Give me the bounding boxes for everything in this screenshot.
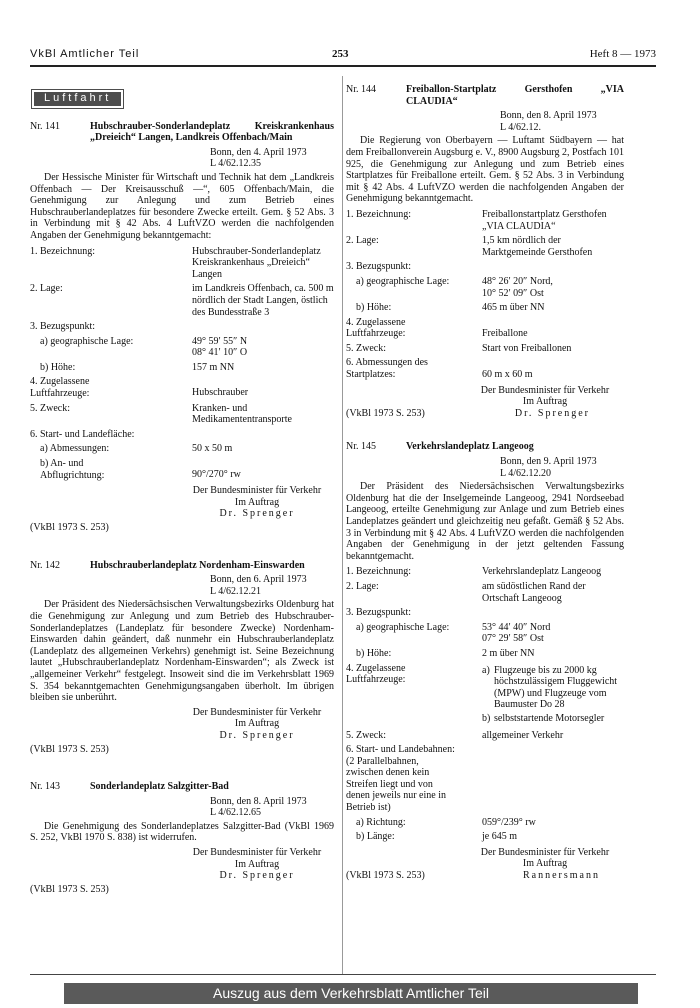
signature-authority: Der Bundesminister für Verkehr [480, 846, 610, 858]
item-value: Hubschrauber [192, 387, 249, 399]
vkbl-reference: (VkBl 1973 S. 253) [346, 870, 425, 882]
entry-ref: L 4/62.12.35 [210, 158, 262, 170]
item-label: 6. Start- und Landefläche: [30, 428, 135, 440]
journal-title: VkBl Amtlicher Teil [30, 48, 140, 60]
item-value: Freiballonstartplatz Gersthofen „VIA CLAUDIA“ [482, 208, 607, 232]
item-label: 3. Bezugspunkt: [30, 321, 95, 333]
item-value: 157 m NN [192, 361, 235, 373]
item-label: 5. Zweck: [346, 729, 386, 741]
signature-authority: Der Bundesminister für Verkehr [480, 384, 610, 396]
entry-145 [346, 441, 624, 881]
signature-name: Dr. Sprenger [219, 508, 295, 520]
signature-name: Dr. Sprenger [219, 729, 295, 741]
item-value: Kranken- und Medikamententransporte [192, 402, 292, 426]
entry-date: Bonn, den 9. April 1973 [500, 456, 597, 468]
header-rule [30, 65, 656, 67]
item-value: 60 m x 60 m [482, 369, 533, 381]
entry-body: Die Genehmigung des Sonderlandeplatzes Salzgitter-Bad (VkBl 1969 S. 252, VkBl 1970 S. 838) ist widerrufen. [30, 820, 334, 844]
item-value: im Landkreis Offenbach, ca. 500 m nördlich der Stadt Langen, östlich des Bundesstraße 3 [192, 283, 334, 318]
item-value [192, 429, 334, 441]
entry-items [30, 246, 334, 482]
item-label: a) geographische Lage: [40, 335, 134, 347]
signature-order: Im Auftrag [522, 858, 568, 870]
signature-name: Rannersmann [523, 870, 600, 882]
list-marker: b) [482, 712, 491, 724]
item-value: Start von Freiballonen [482, 342, 572, 354]
entry-title: Freiballon-Startplatz Gersthofen „VIA CLAUDIA“ [406, 84, 624, 107]
entry-number: Nr. 144 [346, 84, 376, 95]
item-label: 2. Lage: [30, 283, 63, 295]
item-value: je 645 m [482, 831, 517, 843]
right-column [346, 84, 624, 882]
item-label: 5. Zweck: [30, 402, 70, 414]
item-value: Verkehrslandeplatz Langeoog [482, 566, 602, 578]
vkbl-reference: (VkBl 1973 S. 253) [30, 883, 109, 895]
entry-ref: L 4/62.12. [500, 121, 542, 133]
signature-authority: Der Bundesminister für Verkehr [192, 485, 322, 497]
entry-ref: L 4/62.12.65 [210, 807, 262, 819]
entry-body: Die Regierung von Oberbayern — Luftamt Südbayern — hat dem Freiballonverein Augsburg e. V., 8900 Augsburg 2, Postfach 101 925, die Genehmigung zur Anlegung und zum Betrieb eines Startplatzes für Freiballone erteilt. Gem. § 52 Abs. 3 in Verbindung mit § 42 Abs. 4 LuftVZO werden die nachfolgenden Angaben der Genehmigung bekanntgemacht. [346, 135, 624, 205]
section-banner: Luftfahrt [32, 90, 123, 108]
entry-title: Hubschrauberlandeplatz Nordenham-Einswarden [90, 559, 305, 571]
entry-body: Der Präsident des Niedersächsischen Verwaltungsbezirks Oldenburg hat die der Inselgemeinde Langeoog, 2941 Nordseebad Langeoog, erteilte Genehmigung zur Anlage und zum Betrieb eines Landeplatzes geändert und gleichzeitig neu gefaßt. Gemäß § 52 Abs. 3 in Verbindung mit § 42 Abs. 4 LuftVZO werden die nachfolgenden Angaben der Genehmigung in der jetzt geltenden Fassung bekanntgemacht. [346, 481, 624, 562]
vkbl-reference: (VkBl 1973 S. 253) [30, 522, 109, 533]
entry-141 [30, 121, 334, 534]
item-value: allgemeiner Verkehr [482, 729, 564, 741]
entry-number: Nr. 145 [346, 441, 376, 453]
item-value: 48° 26′ 20″ Nord, 10° 52′ 09″ Ost [482, 275, 553, 299]
signature-order: Im Auftrag [234, 496, 280, 508]
item-value: Freiballone [482, 327, 528, 339]
item-label: b) Länge: [356, 831, 395, 843]
entry-143 [30, 781, 334, 895]
item-value: 465 m über NN [482, 302, 545, 314]
vkbl-reference: (VkBl 1973 S. 253) [30, 743, 109, 755]
item-label: 2. Lage: [346, 235, 379, 247]
entry-body: Der Präsident des Niedersächsischen Verwaltungsbezirks Oldenburg hat die Genehmigung zur Anlegung und zum Betrieb des Hubschrauber-Sonderlandeplatzes (Landeplatz für besondere Zwecke) Nordenham-Einswarden dahin geändert, daß nunmehr ein Hubschrauberlandeplatz (Landeplatz des allgemeinen Verkehrs) genehmigt ist. Seine Bezeichnung lautet „Hubschrauberlandeplatz Nordenham-Einswarden“; als Zweck ist „allgemeiner Verkehr“ festgelegt. Insoweit sind die im Verkehrsblatt 1969 S. 354 bekanntgemachten Genehmigungsangaben überholt. Im übrigen bleiben sie unberührt. [30, 599, 334, 704]
item-value: 53° 44′ 40″ Nord 07° 29′ 58″ Ost [482, 621, 551, 645]
aircraft-type: selbststartende Motorsegler [494, 712, 605, 724]
item-value: am südöstlichen Rand der Ortschaft Langeoog [482, 580, 586, 604]
item-value [482, 607, 624, 619]
item-value: 1,5 km nördlich der Marktgemeinde Gersthofen [482, 235, 593, 258]
item-label: a) geographische Lage: [356, 621, 450, 633]
item-label: a) geographische Lage: [356, 275, 450, 287]
entry-body: Der Hessische Minister für Wirtschaft und Technik hat dem „Landkreis Offenbach — Der Kreisausschuß —“, 605 Offenbach/Main, die Genehmigung zur Anlegung und zum Betrieb eines Hubschrauberlandeplatzes für besondere Zwecke erteilt. Gem. § 52 Abs. 3 in Verbindung mit § 42 Abs. 4 LuftVZO werden die nachfolgenden Angaben der Genehmigung bekanntgemacht: [30, 171, 334, 241]
item-value [456, 744, 624, 814]
item-value: 059°/239° rw [482, 816, 536, 828]
item-label: a) Abmessungen: [40, 443, 110, 455]
item-value [192, 321, 334, 333]
signature-authority: Der Bundesminister für Verkehr [192, 847, 322, 859]
item-label: 3. Bezugspunkt: [346, 261, 411, 273]
item-label: 5. Zweck: [346, 342, 386, 354]
signature-authority: Der Bundesminister für Verkehr [192, 706, 322, 718]
item-label: b) An- und Abflugrichtung: [40, 458, 105, 481]
list-marker: a) [482, 664, 490, 676]
item-label: 3. Bezugspunkt: [346, 607, 411, 619]
item-label: 2. Lage: [346, 580, 379, 592]
entry-date: Bonn, den 8. April 1973 [210, 795, 307, 807]
item-value: 49° 59′ 55″ N 08° 41′ 10″ O [192, 335, 248, 359]
item-label: 6. Abmessungen des Startplatzes: [346, 357, 428, 381]
item-value: 50 x 50 m [192, 443, 233, 455]
page-number: 253 [332, 48, 349, 60]
item-label: b) Höhe: [356, 302, 392, 314]
item-value: Hubschrauber-Sonderlandeplatz Kreiskrankenhaus „Dreieich“ Langen [192, 245, 321, 280]
item-label: 4. Zugelassene Luftfahrzeuge: [346, 316, 406, 340]
signature-name: Dr. Sprenger [514, 407, 590, 419]
signature-order: Im Auftrag [234, 718, 280, 730]
item-label: 1. Bezeichnung: [30, 245, 95, 257]
entry-number: Nr. 142 [30, 559, 60, 571]
item-label: 4. Zugelassene Luftfahrzeuge: [30, 376, 90, 400]
signature-order: Im Auftrag [522, 396, 568, 408]
entry-142 [30, 560, 334, 756]
left-column [30, 84, 334, 895]
entry-date: Bonn, den 8. April 1973 [500, 110, 597, 122]
entry-ref: L 4/62.12.21 [210, 585, 262, 597]
column-divider [342, 76, 343, 974]
signature-name: Dr. Sprenger [219, 870, 295, 882]
item-label: 1. Bezeichnung: [346, 208, 411, 220]
entry-ref: L 4/62.12.20 [500, 467, 552, 479]
item-label: b) Höhe: [40, 361, 76, 373]
entry-144 [346, 84, 624, 441]
entry-number: Nr. 143 [30, 781, 60, 793]
item-label: 6. Start- und Landebahnen: (2 Parallelbahnen, zwischen denen kein Streifen liegt und von denen jeweils nur eine in Betrieb ist) [346, 744, 455, 814]
entry-date: Bonn, den 4. April 1973 [210, 146, 307, 158]
entry-title: Hubschrauber-Sonderlandeplatz Kreiskrankenhaus „Dreieich“ Langen, Landkreis Offenbach/Main [90, 120, 334, 144]
entry-date: Bonn, den 6. April 1973 [210, 574, 307, 586]
aircraft-type: Flugzeuge bis zu 2000 kg höchstzulässigem Fluggewicht (MPW) und Flugzeuge vom Baumuster Do 28 [494, 664, 618, 711]
footer-rule [30, 974, 656, 975]
item-label: 4. Zugelassene Luftfahrzeuge: [346, 662, 406, 686]
footer-banner: Auszug aus dem Verkehrsblatt Amtlicher Teil [64, 983, 638, 1004]
item-value: 90°/270° rw [192, 469, 241, 481]
entry-items [346, 566, 624, 842]
item-value [482, 261, 624, 273]
entry-number: Nr. 141 [30, 120, 60, 132]
issue-number: Heft 8 — 1973 [589, 48, 656, 60]
item-label: b) Höhe: [356, 647, 392, 659]
item-value [482, 663, 624, 727]
item-label: 1. Bezeichnung: [346, 566, 411, 578]
item-label: a) Richtung: [356, 816, 406, 828]
entry-title: Sonderlandeplatz Salzgitter-Bad [90, 781, 229, 793]
signature-order: Im Auftrag [234, 858, 280, 870]
item-value: 2 m über NN [482, 647, 535, 659]
entry-title: Verkehrslandeplatz Langeoog [406, 441, 534, 453]
vkbl-reference: (VkBl 1973 S. 253) [346, 407, 425, 419]
page-header [30, 48, 656, 64]
entry-items [346, 209, 624, 381]
